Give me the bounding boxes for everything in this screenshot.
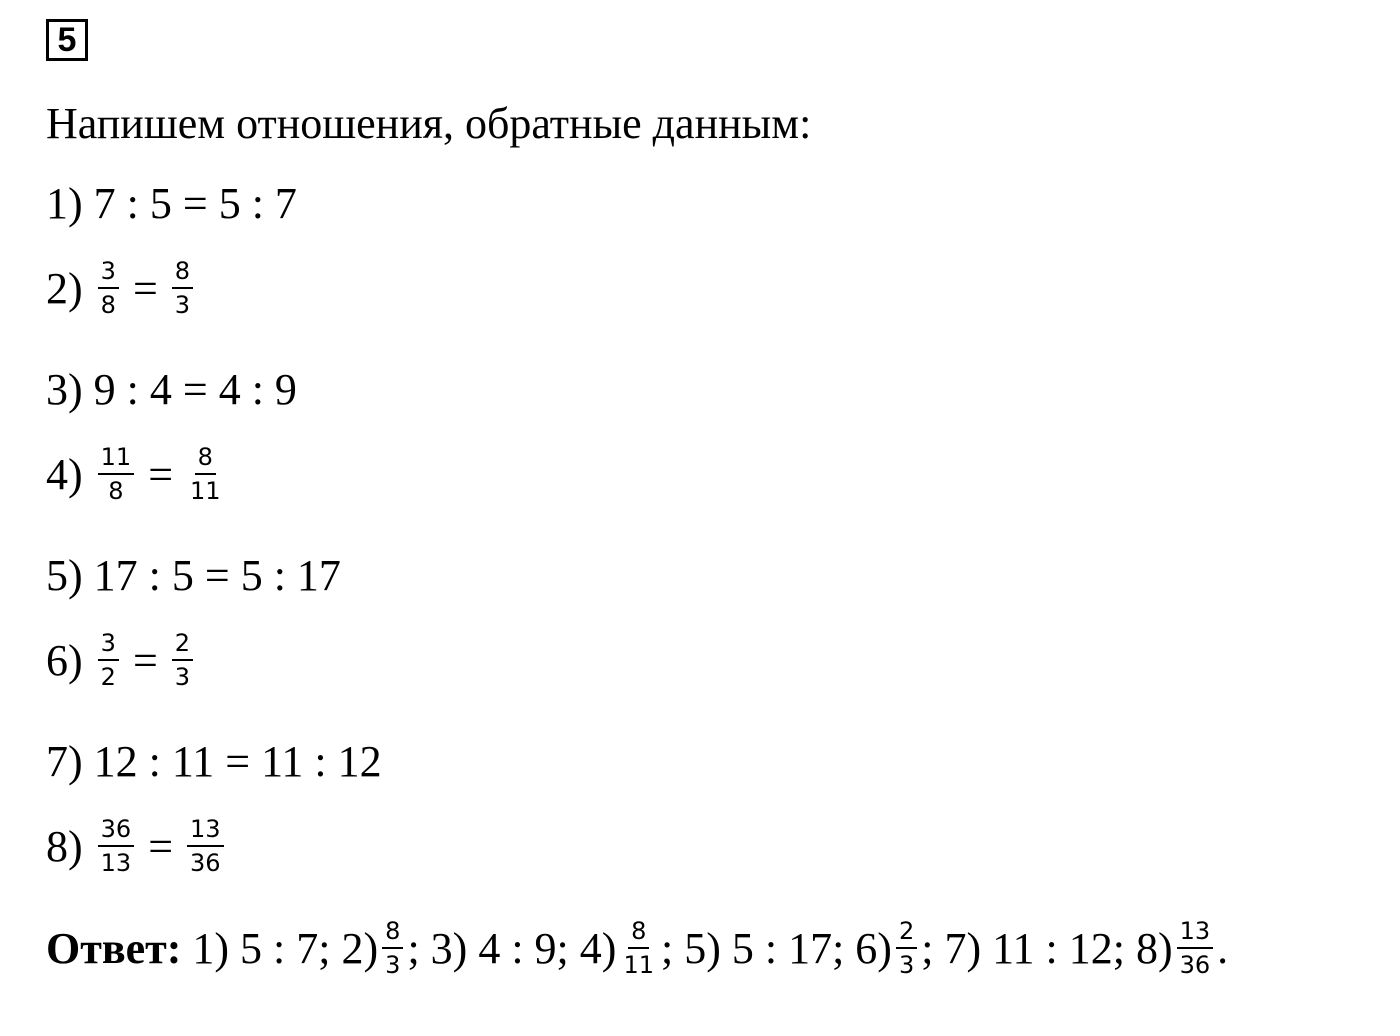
item-4-label: 4) xyxy=(46,449,83,499)
item-1-text: 7 : 5 = 5 : 7 xyxy=(93,179,297,228)
item-8 xyxy=(46,816,228,876)
intro-text xyxy=(46,98,811,149)
item-3 xyxy=(46,364,297,415)
fraction-numerator: 11 xyxy=(98,444,135,475)
item-1-label: 1) xyxy=(46,179,83,228)
fraction-numerator: 36 xyxy=(98,816,135,847)
item-3-label: 3) xyxy=(46,365,83,414)
item-6-label: 6) xyxy=(46,635,83,685)
fraction-numerator: 8 xyxy=(382,918,403,949)
item-4-left-fraction xyxy=(98,444,135,504)
fraction-numerator: 3 xyxy=(98,630,119,661)
item-7-label: 7) xyxy=(46,737,83,786)
fraction-numerator: 13 xyxy=(187,816,224,847)
answer-fraction-4 xyxy=(1177,918,1214,978)
fraction-numerator: 8 xyxy=(172,258,193,289)
answer-part-4: ; 7) 11 : 12; 8) xyxy=(921,923,1173,973)
fraction-numerator: 2 xyxy=(172,630,193,661)
item-7 xyxy=(46,736,382,787)
fraction-numerator: 8 xyxy=(628,918,649,949)
task-number-badge: 5 xyxy=(46,19,88,61)
item-5-text: 17 : 5 = 5 : 17 xyxy=(93,551,341,600)
answer-line xyxy=(46,918,1228,978)
fraction-numerator: 3 xyxy=(98,258,119,289)
fraction-denominator: 36 xyxy=(1179,951,1211,979)
answer-part-1: 1) 5 : 7; 2) xyxy=(192,923,379,973)
equals-sign: = xyxy=(132,635,158,685)
item-7-text: 12 : 11 = 11 : 12 xyxy=(93,737,382,786)
answer-fraction-1 xyxy=(382,918,403,978)
fraction-denominator: 36 xyxy=(190,849,221,877)
fraction-denominator: 3 xyxy=(385,951,401,979)
equals-sign: = xyxy=(148,821,174,871)
fraction-denominator: 3 xyxy=(174,291,191,319)
item-2-left-fraction xyxy=(98,258,119,318)
fraction-denominator: 13 xyxy=(100,849,132,877)
item-8-label: 8) xyxy=(46,821,83,871)
fraction-numerator: 13 xyxy=(1177,918,1214,949)
answer-part-2: ; 3) 4 : 9; 4) xyxy=(407,923,617,973)
equals-sign: = xyxy=(132,263,158,313)
fraction-denominator: 8 xyxy=(100,291,116,319)
item-2-right-fraction xyxy=(172,258,193,318)
item-3-text: 9 : 4 = 4 : 9 xyxy=(93,365,297,414)
fraction-denominator: 8 xyxy=(108,477,124,505)
item-5-label: 5) xyxy=(46,551,83,600)
fraction-denominator: 3 xyxy=(898,951,915,979)
item-8-left-fraction xyxy=(98,816,135,876)
item-5 xyxy=(46,550,341,601)
item-4 xyxy=(46,444,228,504)
item-8-right-fraction xyxy=(187,816,224,876)
item-6-left-fraction xyxy=(98,630,119,690)
fraction-numerator: 8 xyxy=(195,444,216,475)
equals-sign: = xyxy=(148,449,174,499)
fraction-denominator: 11 xyxy=(623,951,654,979)
item-4-right-fraction xyxy=(187,444,224,504)
fraction-denominator: 3 xyxy=(174,663,191,691)
answer-fraction-3 xyxy=(896,918,917,978)
fraction-denominator: 2 xyxy=(100,663,116,691)
answer-fraction-2 xyxy=(620,918,657,978)
fraction-numerator: 2 xyxy=(896,918,917,949)
answer-part-3: ; 5) 5 : 17; 6) xyxy=(660,923,892,973)
intro-label: Напишем отношения, обратные данным: xyxy=(46,99,812,148)
fraction-denominator: 11 xyxy=(190,477,221,505)
item-1 xyxy=(46,178,297,229)
answer-end: . xyxy=(1217,923,1229,973)
item-6-right-fraction xyxy=(172,630,193,690)
item-2 xyxy=(46,258,197,318)
item-2-label: 2) xyxy=(46,263,83,313)
answer-label: Ответ: xyxy=(46,923,182,973)
item-6 xyxy=(46,630,197,690)
